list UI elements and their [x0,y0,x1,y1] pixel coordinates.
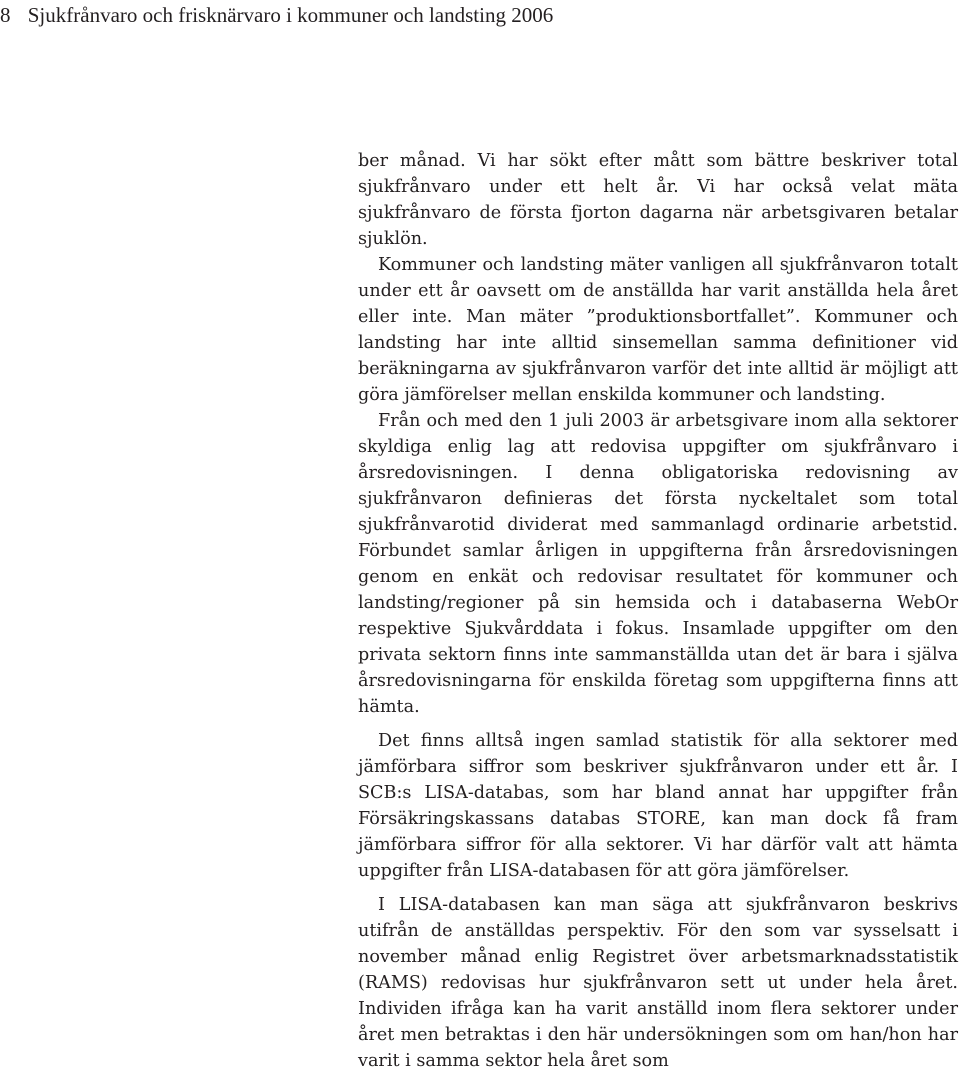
page-number: 8 [0,3,11,27]
running-header [0,2,553,28]
paragraph-continuation: ber månad. Vi har sökt efter mått som bättre beskriver total sjukfrånvaro under ett helt år. Vi har också velat mäta sjukfrånvaro de första fjorton dagarna när arbetsgivaren betalar sjuklön. [358,151,958,249]
paragraph-measurement: Kommuner och landsting mäter vanligen all sjukfrånvaron totalt under ett år oavsett om de anställda har varit anställda hela året eller inte. Man mäter ”produktionsbortfallet”. Kommuner och landsting har inte alltid sinsemellan samma definitioner vid beräkningarna av sjukfrånvaron varför det inte alltid är möjligt att göra jämförelser mellan enskilda kommuner och landsting. [358,255,958,405]
running-title: Sjukfrånvaro och frisknärvaro i kommuner och landsting 2006 [27,3,554,27]
paragraph-lisa: I LISA-databasen kan man säga att sjukfrånvaron beskrivs utifrån de anställdas perspektiv. För den som var sysselsatt i november månad enlig Registret över arbetsmarknadsstatistik (RAMS) redovisas hur sjukfrånvaron sett ut under hela året. Individen ifråga kan ha varit anställd inom flera sektorer under året men betraktas i den här undersökningen som om han/hon har varit i samma sektor hela året som [358,895,958,1071]
paragraph-legal-requirement: Från och med den 1 juli 2003 är arbetsgivare inom alla sektorer skyldiga enlig lag att redovisa uppgifter om sjukfrånvaro i årsredovisningen. I denna obligatoriska redovisning av sjukfrånvaron definieras det första nyckeltalet som total sjukfrånvarotid dividerat med sammanlagd ordinarie arbetstid. Förbundet samlar årligen in uppgifterna från årsredovisningen genom en enkät och redovisar resultatet för kommuner och landsting/regioner på sin hemsida och i databaserna WebOr respektive Sjukvårddata i fokus. Insamlade uppgifter om den privata sektorn finns inte sammanställda utan det är bara i själva årsredovisningarna för enskilda företag som uppgifterna finns att hämta. [358,411,958,717]
paragraph-statistics: Det finns alltså ingen samlad statistik för alla sektorer med jämförbara siffror som beskriver sjukfrånvaron under ett år. I SCB:s LISA-databas, som har bland annat har uppgifter från Försäkringskassans databas STORE, kan man dock få fram jämförbara siffror för alla sektorer. Vi har därför valt att hämta uppgifter från LISA-databasen för att göra jämförelser. [358,731,958,881]
body-text-column [358,148,958,1074]
